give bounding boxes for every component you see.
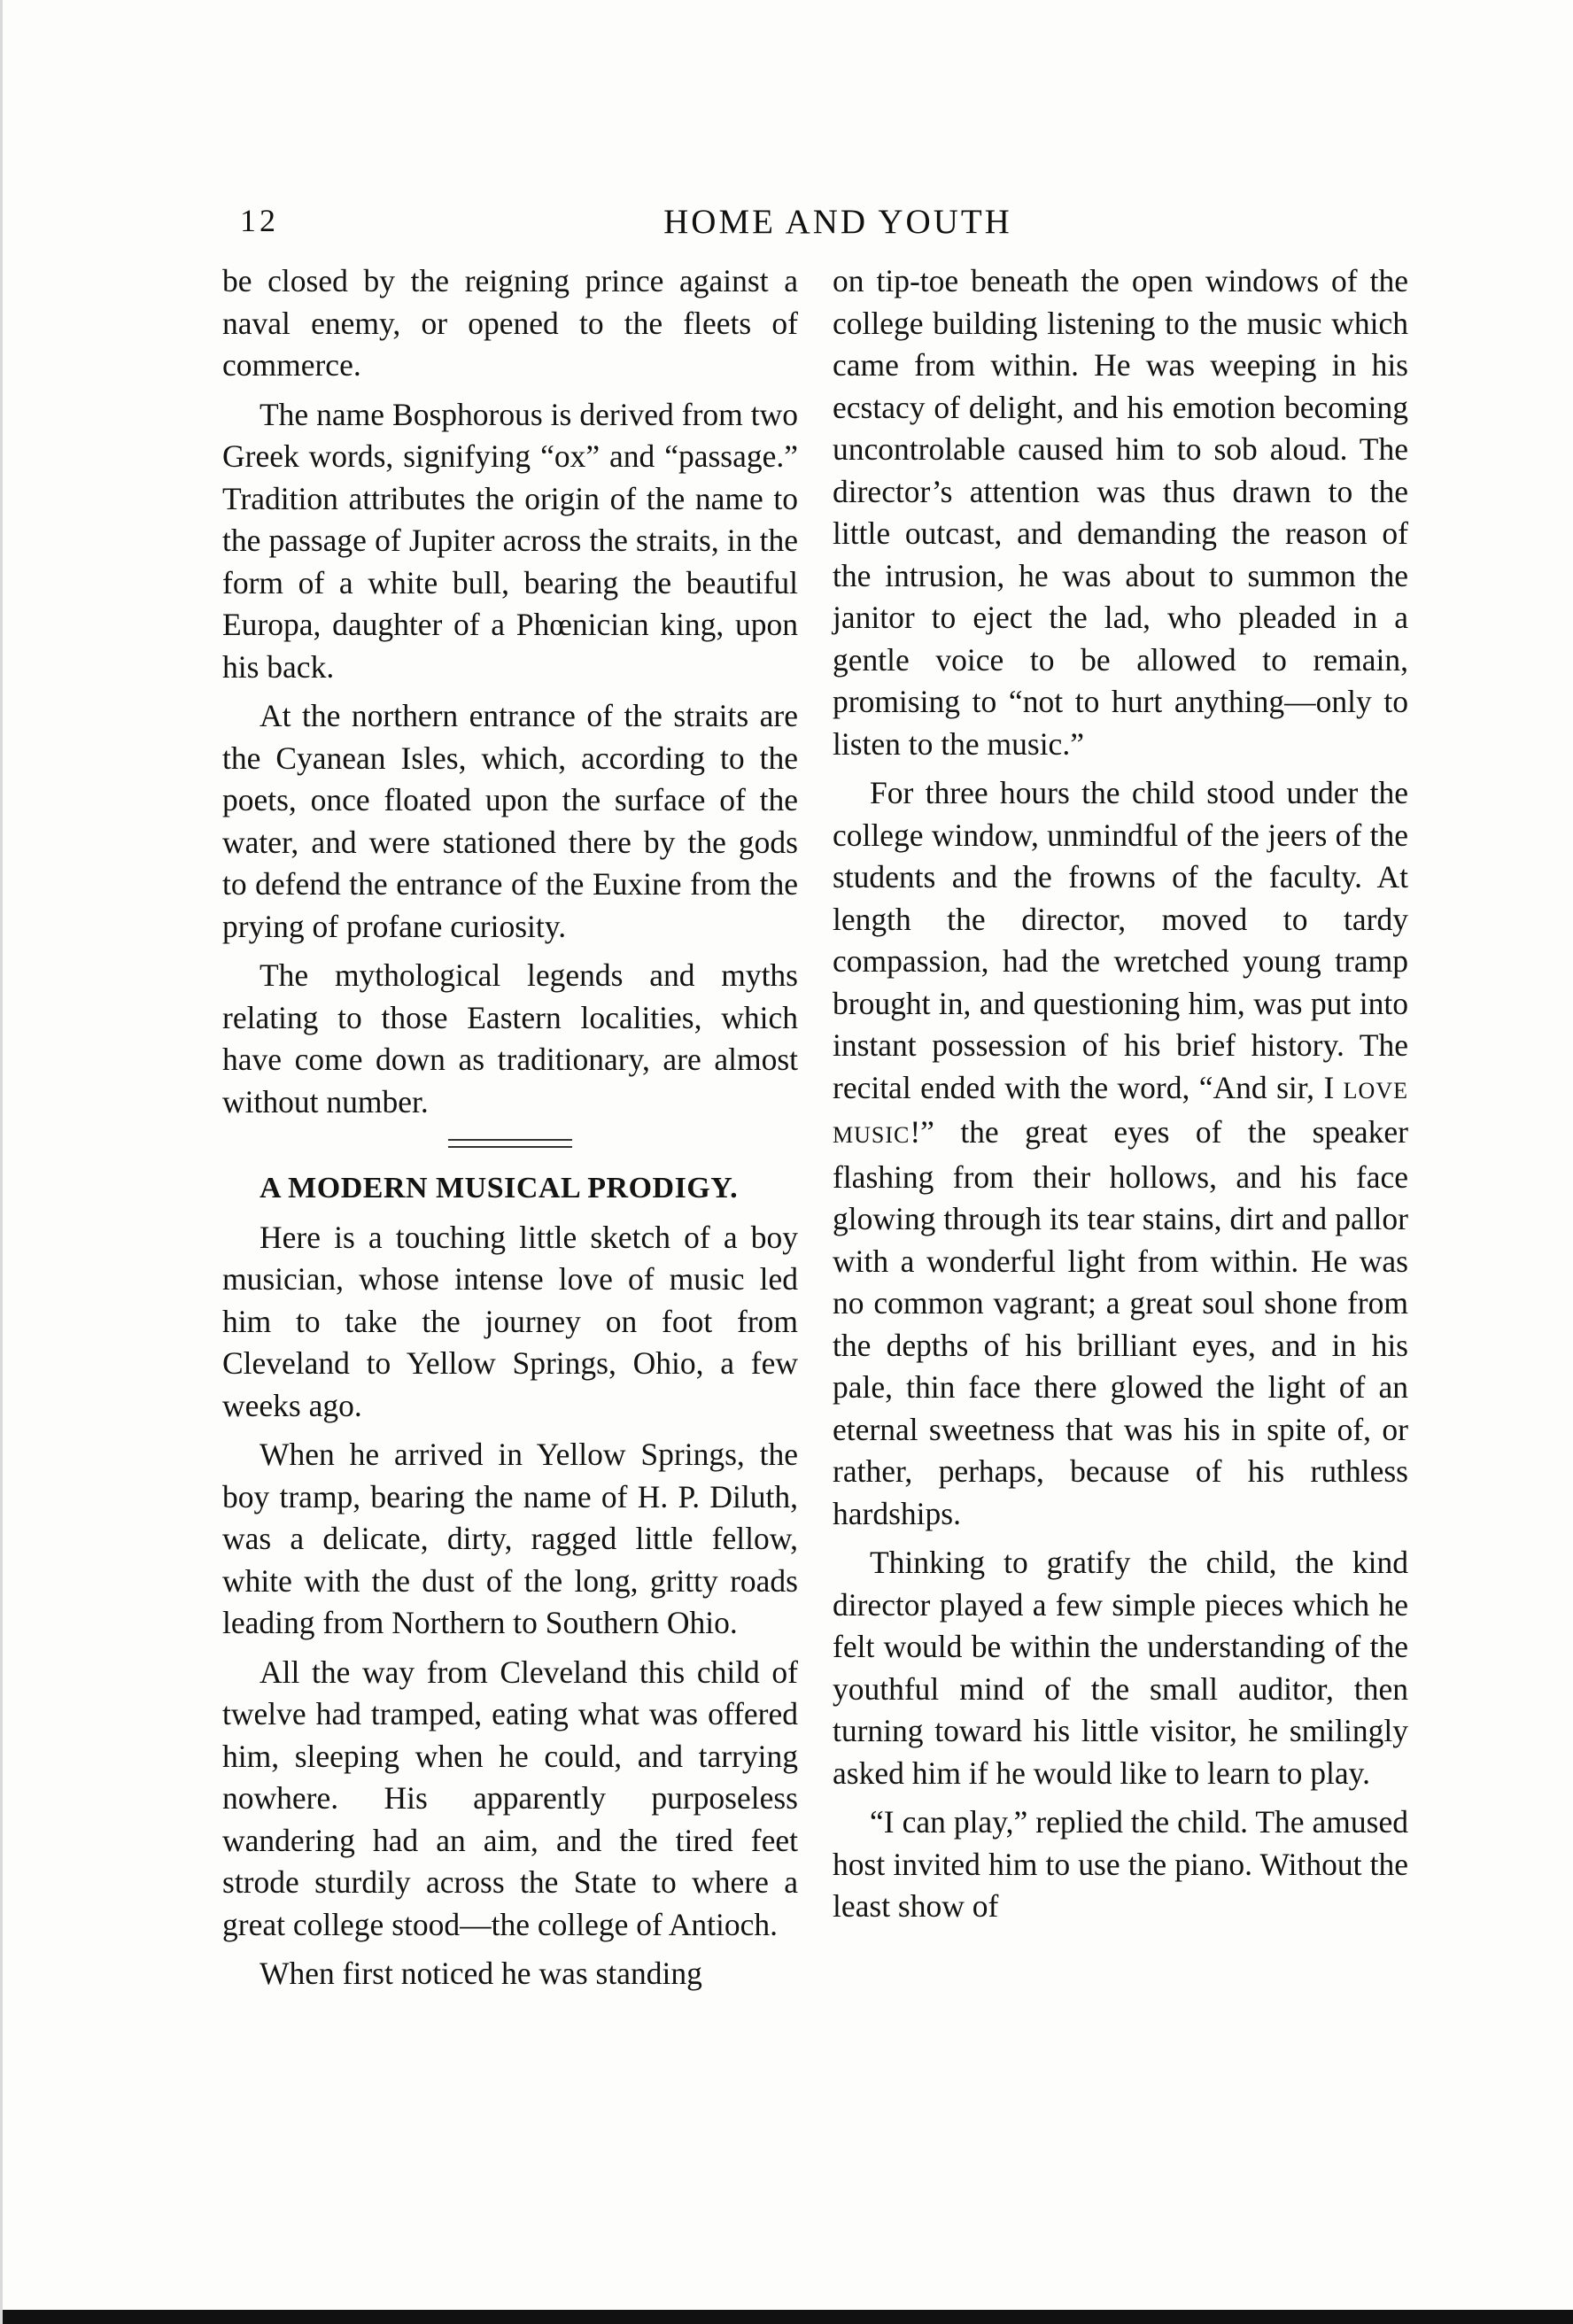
paragraph: “I can play,” replied the child. The amused host invited him to use the piano. Without the least show of bbox=[833, 1804, 1408, 1924]
paragraph: be closed by the reigning prince against a naval enemy, or opened to the fleets of commerce. bbox=[222, 263, 798, 383]
right-column bbox=[833, 260, 1408, 1935]
scan-bottom-edge bbox=[3, 2310, 1573, 2324]
paragraph: When first noticed he was standing bbox=[260, 1956, 702, 1991]
left-column bbox=[222, 260, 798, 2003]
paragraph: The mythological legends and myths relating to those Eastern localities, which have come down as traditionary, are almost without number. bbox=[222, 957, 798, 1119]
paragraph bbox=[833, 772, 1408, 1535]
paragraph: The name Bosphorous is derived from two Greek words, signifying “ox” and “passage.” Tradition attributes the origin of the name to the passage of Jupiter across the straits, in the form of a white bull, bearing the beautiful Europa, daughter of a Phœnician king, upon his back. bbox=[222, 396, 798, 685]
paragraph-text: !” the great eyes of the speaker flashing from their hollows, and his face glowing through its tear stains, dirt and pallor with a wonderful light from within. He was no common vagrant; a great soul shone from the depths of his brilliant eyes, and in his pale, thin face there glowed the light of an eternal sweetness that was his in spite of, or rather, perhaps, because of his ruthless hardships. bbox=[833, 1114, 1408, 1531]
page-header bbox=[222, 202, 1409, 241]
section-divider bbox=[448, 1139, 572, 1148]
page-number: 12 bbox=[240, 203, 279, 238]
paragraph-text: For three hours the child stood under the college window, unmindful of the jeers of the students and the frowns of the faculty. At length the director, moved to tardy compassion, had the wretched young tramp brought in, and questioning him, was put into instant possession of his brief history. The recital ended with the word, “And sir, I bbox=[833, 775, 1408, 1105]
paragraph: Thinking to gratify the child, the kind director played a few simple pieces which he felt would be within the understanding of the youthful mind of the small auditor, then turning toward his little visitor, he smilingly asked him if he would like to learn to play. bbox=[833, 1545, 1408, 1791]
paragraph: on tip-toe beneath the open windows of the college building listening to the music which came from within. He was weeping in his ecstacy of delight, and his emotion becoming uncontrolable caused him to sob aloud. The director’s attention was thus drawn to the little outcast, and demanding the reason of the intrusion, he was about to summon the janitor to eject the lad, who pleaded in a gentle voice to be allowed to remain, promising to “not to hurt anything—only to listen to the music.” bbox=[833, 263, 1408, 762]
paragraph: When he arrived in Yellow Springs, the boy tramp, bearing the name of H. P. Diluth, was a delicate, dirty, ragged little fellow, white with the dust of the long, gritty roads leading from Northern to Southern Ohio. bbox=[222, 1437, 798, 1640]
section-heading: A MODERN MUSICAL PRODIGY. bbox=[260, 1172, 739, 1205]
paragraph: At the northern entrance of the straits are the Cyanean Isles, which, according to the poets, once floated upon the surface of the water, and were stationed there by the gods to defend the entrance of the Euxine from the prying of profane curiosity. bbox=[222, 698, 798, 944]
running-title: HOME AND YOUTH bbox=[663, 203, 1012, 241]
paragraph: All the way from Cleveland this child of twelve had tramped, eating what was offered him, sleeping when he could, and tarrying nowhere. His apparently purposeless wandering had an aim, and the tired feet strode sturdily across the State to where a great college stood—the college of Antioch. bbox=[222, 1654, 798, 1942]
paragraph: Here is a touching little sketch of a boy musician, whose intense love of music led him to take the journey on foot from Cleveland to Yellow Springs, Ohio, a few weeks ago. bbox=[222, 1219, 798, 1423]
small-caps-text: LOVE MUSIC bbox=[833, 1077, 1408, 1148]
